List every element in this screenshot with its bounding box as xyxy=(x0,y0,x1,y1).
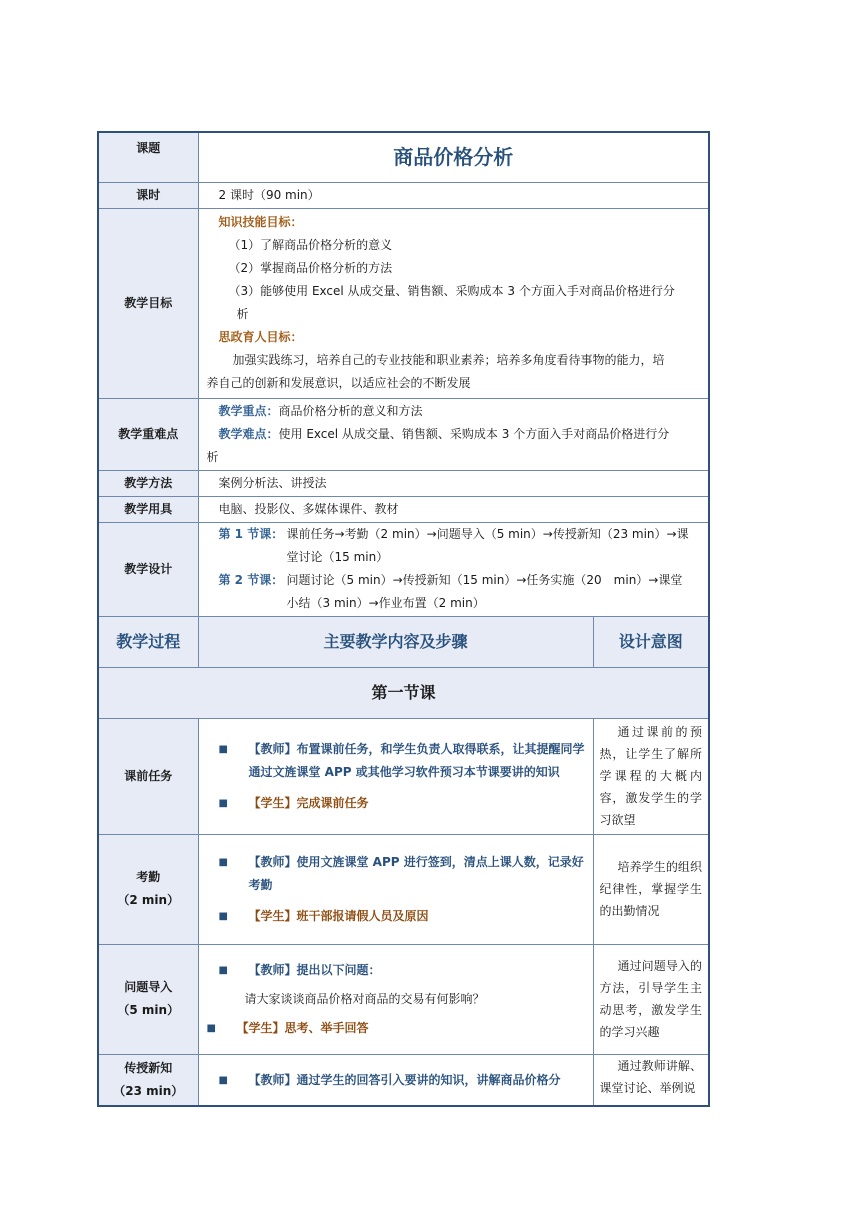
lesson2-line: 小结（3 min）→作业布置（2 min） xyxy=(286,596,485,610)
intent-col-header: 设计意图 xyxy=(593,616,709,667)
knowledge-heading: 知识技能目标： xyxy=(218,215,303,229)
stage-label: 考勤 （2 min） xyxy=(98,834,198,944)
stage-label: 课前任务 xyxy=(98,718,198,834)
teacher-step: 【教师】布置课前任务，和学生负责人取得联系，让其提醒同学通过文旌课堂 APP 或其他学习软件预习本节课要讲的知识 xyxy=(248,741,585,779)
student-step: 【学生】思考、举手回答 xyxy=(236,1020,369,1035)
ideology-heading: 思政育人目标： xyxy=(218,330,303,344)
tools-value: 电脑、投影仪、多媒体课件、教材 xyxy=(198,496,709,522)
lesson-plan-table xyxy=(97,131,708,1107)
lesson2-key: 第 2 节课： xyxy=(218,573,284,587)
key-points-label: 教学重难点 xyxy=(98,398,198,470)
tools-label: 教学用具 xyxy=(98,496,198,522)
design-label: 教学设计 xyxy=(98,522,198,616)
content-col-header: 主要教学内容及步骤 xyxy=(198,616,593,667)
knowledge-item: （2）掌握商品价格分析的方法 xyxy=(228,261,393,275)
design-intent: 通过课前的预热，让学生了解所学课程的大概内容，激发学生的学习欲望 xyxy=(593,718,709,834)
stage-content xyxy=(198,944,593,1054)
focus-value: 商品价格分析的意义和方法 xyxy=(278,403,423,418)
process-col-header: 教学过程 xyxy=(98,616,198,667)
bullet-icon: ■ xyxy=(218,856,228,868)
topic-title: 商品价格分析 xyxy=(198,132,709,182)
bullet-icon: ■ xyxy=(218,1074,228,1086)
teacher-step: 【教师】通过学生的回答引入要讲的知识，讲解商品价格分 xyxy=(248,1072,561,1087)
design-intent: 通过问题导入的方法，引导学生主动思考，激发学生的学习兴趣 xyxy=(593,944,709,1054)
difficulty-value-cont: 析 xyxy=(206,449,219,464)
hours-label: 课时 xyxy=(98,182,198,208)
focus-key: 教学重点： xyxy=(218,403,279,418)
stage-label: 问题导入 （5 min） xyxy=(98,944,198,1054)
stage-content xyxy=(198,718,593,834)
stage-content xyxy=(198,1054,593,1106)
stage-content xyxy=(198,834,593,944)
bullet-icon: ■ xyxy=(218,743,228,755)
difficulty-value: 使用 Excel 从成交量、销售额、采购成本 3 个方面入手对商品价格进行分 xyxy=(278,426,670,441)
lesson1-key: 第 1 节课： xyxy=(218,527,284,541)
lesson1-line: 堂讨论（15 min） xyxy=(286,550,389,564)
topic-label: 课题 xyxy=(98,132,198,182)
teacher-step: 【教师】提出以下问题： xyxy=(248,962,381,977)
key-points-content xyxy=(198,398,709,470)
method-value: 案例分析法、讲授法 xyxy=(198,470,709,496)
lesson1-line: 课前任务→考勤（2 min）→问题导入（5 min）→传授新知（23 min）→课 xyxy=(286,527,689,541)
knowledge-item: （3）能够使用 Excel 从成交量、销售额、采购成本 3 个方面入手对商品价格进行分 xyxy=(228,284,675,298)
objectives-content xyxy=(198,208,709,398)
question-text: 请大家谈谈商品价格对商品的交易有何影响？ xyxy=(244,991,485,1006)
ideology-text: 加强实践练习，培养自己的专业技能和职业素养；培养多角度看待事物的能力，培 xyxy=(232,353,665,367)
bullet-icon: ■ xyxy=(206,1022,216,1034)
design-intent: 培养学生的组织纪律性，掌握学生的出勤情况 xyxy=(593,834,709,944)
knowledge-item: （1）了解商品价格分析的意义 xyxy=(228,238,393,252)
design-intent: 通过教师讲解、课堂讨论、举例说 xyxy=(593,1054,709,1106)
design-content xyxy=(198,522,709,616)
bullet-icon: ■ xyxy=(218,797,228,809)
objectives-label: 教学目标 xyxy=(98,208,198,398)
bullet-icon: ■ xyxy=(218,910,228,922)
knowledge-item: 析 xyxy=(236,307,249,321)
student-step: 【学生】班干部报请假人员及原因 xyxy=(248,908,429,923)
section-title: 第一节课 xyxy=(98,667,709,718)
teacher-step: 【教师】使用文旌课堂 APP 进行签到，清点上课人数，记录好考勤 xyxy=(248,854,584,892)
stage-label: 传授新知 （23 min） xyxy=(98,1054,198,1106)
ideology-text: 养自己的创新和发展意识，以适应社会的不断发展 xyxy=(206,376,471,390)
student-step: 【学生】完成课前任务 xyxy=(248,795,369,810)
lesson2-line: 问题讨论（5 min）→传授新知（15 min）→任务实施（20 min）→课堂 xyxy=(286,573,683,587)
difficulty-key: 教学难点： xyxy=(218,426,279,441)
method-label: 教学方法 xyxy=(98,470,198,496)
bullet-icon: ■ xyxy=(218,964,228,976)
hours-value: 2 课时（90 min） xyxy=(198,182,709,208)
